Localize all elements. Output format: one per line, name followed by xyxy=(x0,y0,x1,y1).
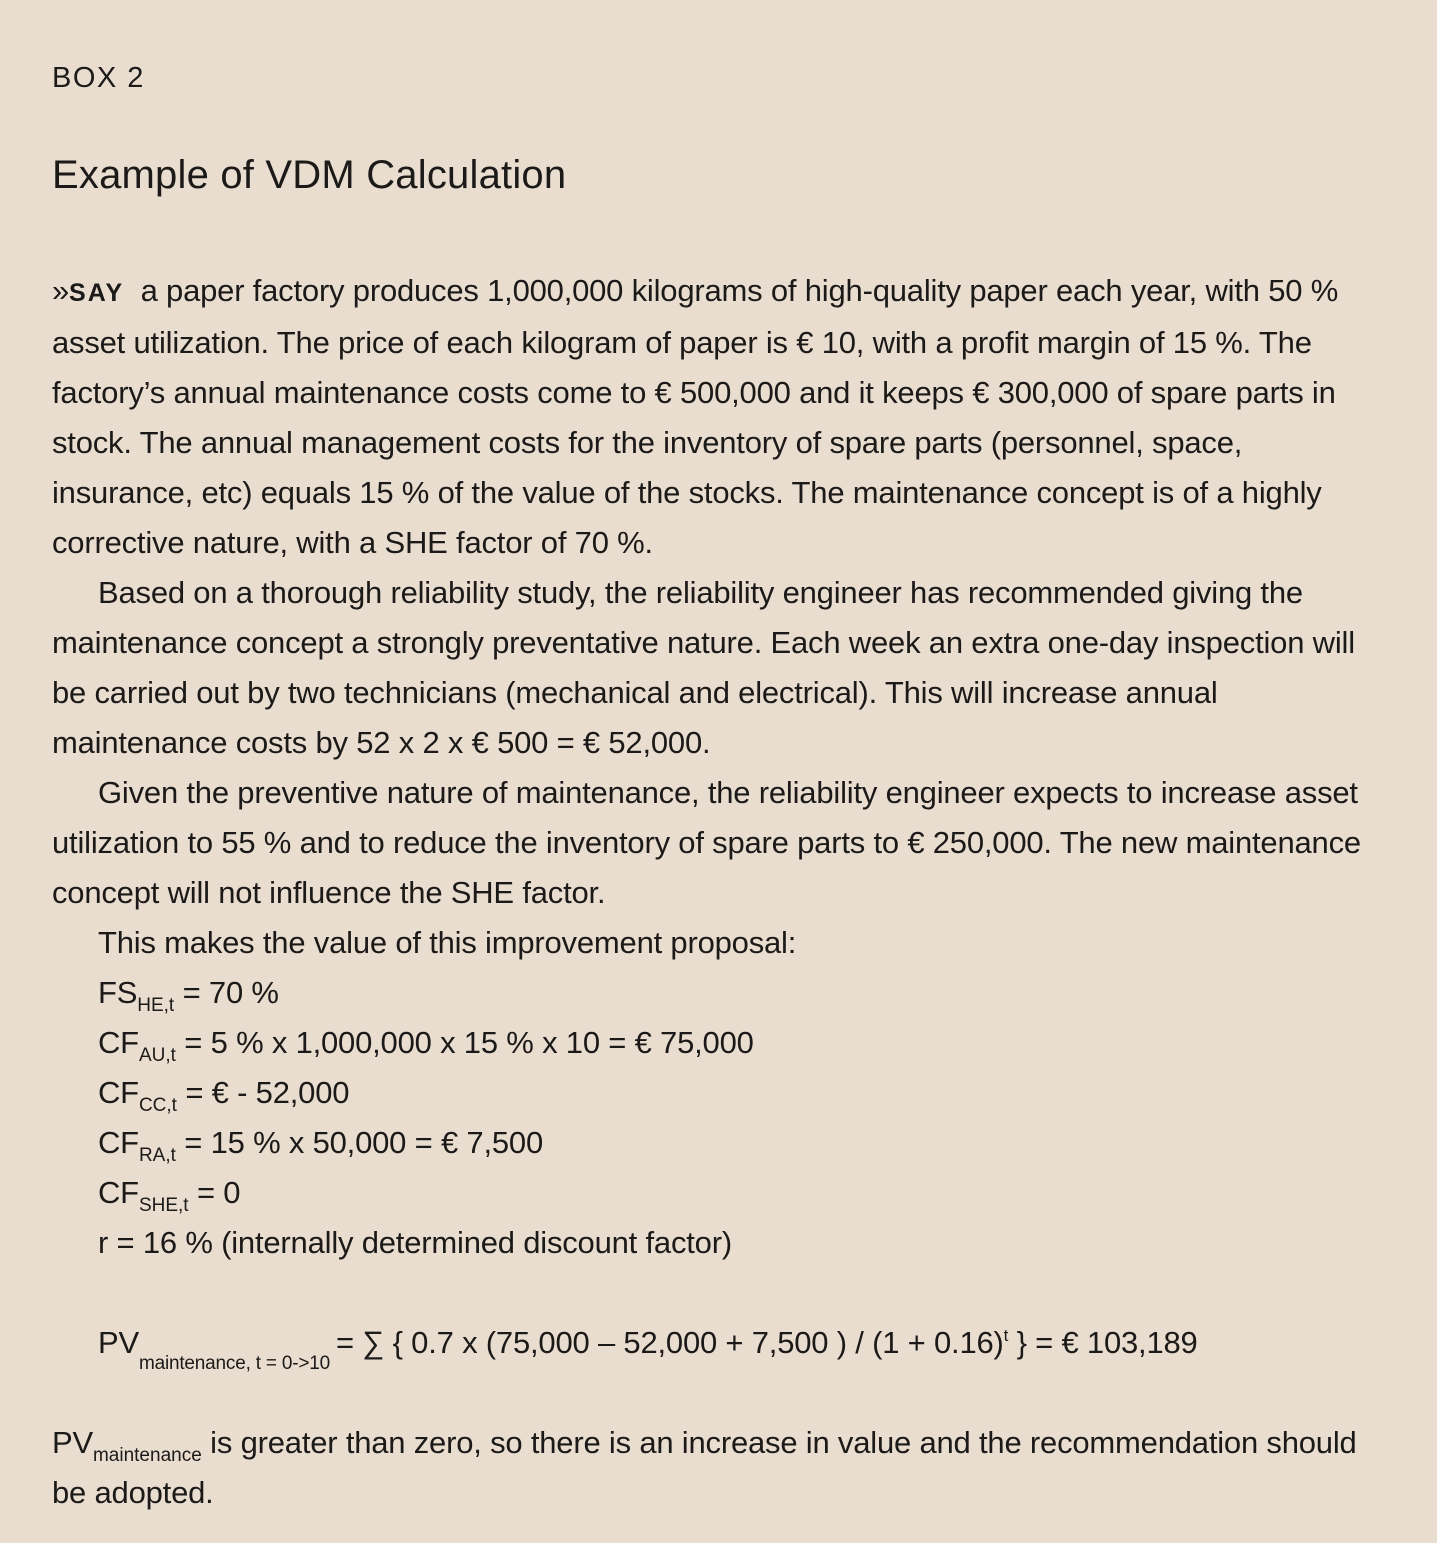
formula-subscript: CC,t xyxy=(138,1095,177,1116)
pv-exponent: t xyxy=(1003,1326,1009,1345)
formula-subscript: RA,t xyxy=(138,1145,176,1166)
box-body xyxy=(52,266,1385,1518)
formula-expression: = 0 xyxy=(188,1175,241,1210)
formula-cf-au xyxy=(52,1018,1385,1068)
formula-fs-he xyxy=(52,968,1385,1018)
formula-cf-she xyxy=(52,1168,1385,1218)
formula-subscript: SHE,t xyxy=(138,1195,189,1216)
box-label: BOX 2 xyxy=(52,62,145,94)
conclusion-paragraph xyxy=(52,1418,1385,1518)
pv-formula xyxy=(52,1318,1385,1374)
formula-cf-cc xyxy=(52,1068,1385,1118)
intro-paragraph xyxy=(52,266,1385,568)
formula-discount-rate xyxy=(52,1218,1385,1268)
conclusion-text: is greater than zero, so there is an increase in value and the recommendation should be adopted. xyxy=(52,1425,1357,1510)
pv-subscript: maintenance, t = 0->10 xyxy=(138,1353,330,1374)
intro-text: a paper factory produces 1,000,000 kilograms of high-quality paper each year, with 50 % asset utilization. The price of each kilogram of paper is € 10, with a profit margin of 15 %. The factory’s annual maintenance costs come to € 500,000 and it keeps € 300,000 of spare parts in stock. The annual management costs for the inventory of spare parts (personnel, space, insurance, etc) equals 15 % of the value of the stocks. The maintenance concept is of a highly corrective nature, with a SHE factor of 70 %. xyxy=(52,273,1339,560)
formula-base: CF xyxy=(98,1075,139,1110)
formula-expression: = 16 % (internally determined discount factor) xyxy=(108,1225,732,1260)
formula-base: CF xyxy=(98,1175,139,1210)
formula-expression: = 15 % x 50,000 = € 7,500 xyxy=(175,1125,543,1160)
formula-subscript: HE,t xyxy=(137,995,175,1016)
spacer xyxy=(52,1268,1385,1318)
formula-expression: = € - 52,000 xyxy=(176,1075,350,1110)
intro-lead-word: SAY xyxy=(69,279,125,307)
formula-subscript: AU,t xyxy=(138,1045,176,1066)
formula-base: FS xyxy=(98,975,138,1010)
formula-expression: = 5 % x 1,000,000 x 15 % x 10 = € 75,000 xyxy=(175,1025,754,1060)
conclusion-subscript: maintenance xyxy=(92,1445,202,1466)
box-title: Example of VDM Calculation xyxy=(52,153,567,197)
formula-base: CF xyxy=(98,1025,139,1060)
formula-expression: = 70 % xyxy=(174,975,279,1010)
paragraph-reliability-study: Based on a thorough reliability study, the reliability engineer has recommended giving the maintenance concept a strongly preventative nature. Each week an extra one-day inspection will be carried out by two technicians (mechanical and electrical). This will increase annual maintenance costs by 52 x 2 x € 500 = € 52,000. xyxy=(52,575,1355,760)
paragraph-value-intro: This makes the value of this improvement proposal: xyxy=(98,925,797,960)
paragraph-preventive-nature: Given the preventive nature of maintenance, the reliability engineer expects to increase asset utilization to 55 % and to reduce the inventory of spare parts to € 250,000. The new maintenance concept will not influence the SHE factor. xyxy=(52,775,1361,910)
pv-result: } = € 103,189 xyxy=(1008,1325,1198,1360)
pv-expression: = ∑ { 0.7 x (75,000 – 52,000 + 7,500 ) / (1 + 0.16) xyxy=(335,1325,1004,1360)
formula-cf-ra xyxy=(52,1118,1385,1168)
guillemet-mark: » xyxy=(52,273,70,308)
pv-base: PV xyxy=(98,1325,139,1360)
conclusion-pv: PV xyxy=(52,1425,93,1460)
formula-base: r xyxy=(98,1225,109,1260)
formula-base: CF xyxy=(98,1125,139,1160)
